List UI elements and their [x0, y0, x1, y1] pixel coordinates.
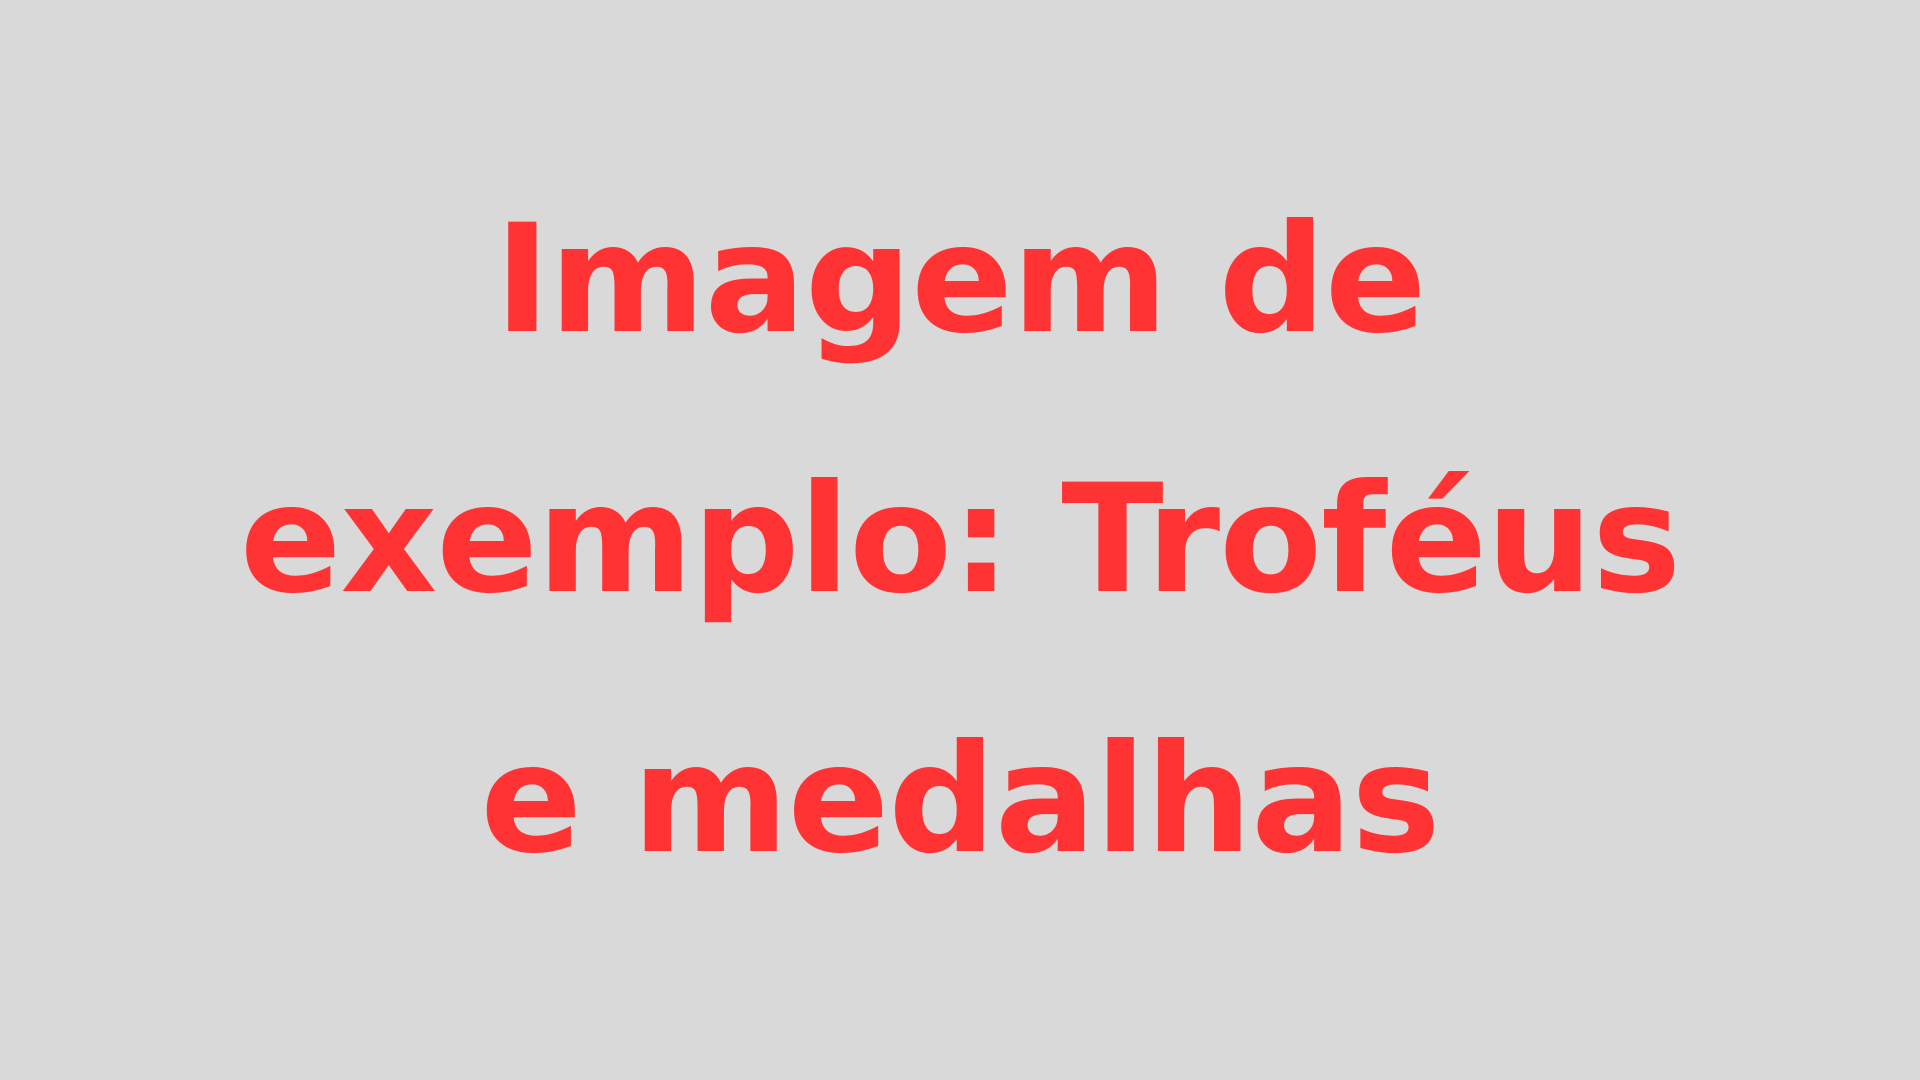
headline-line-2: exemplo: Troféus [239, 453, 1681, 627]
headline-line-1: Imagem de [494, 193, 1426, 367]
placeholder-headline [0, 150, 1920, 930]
headline-line-3: e medalhas [480, 713, 1440, 887]
